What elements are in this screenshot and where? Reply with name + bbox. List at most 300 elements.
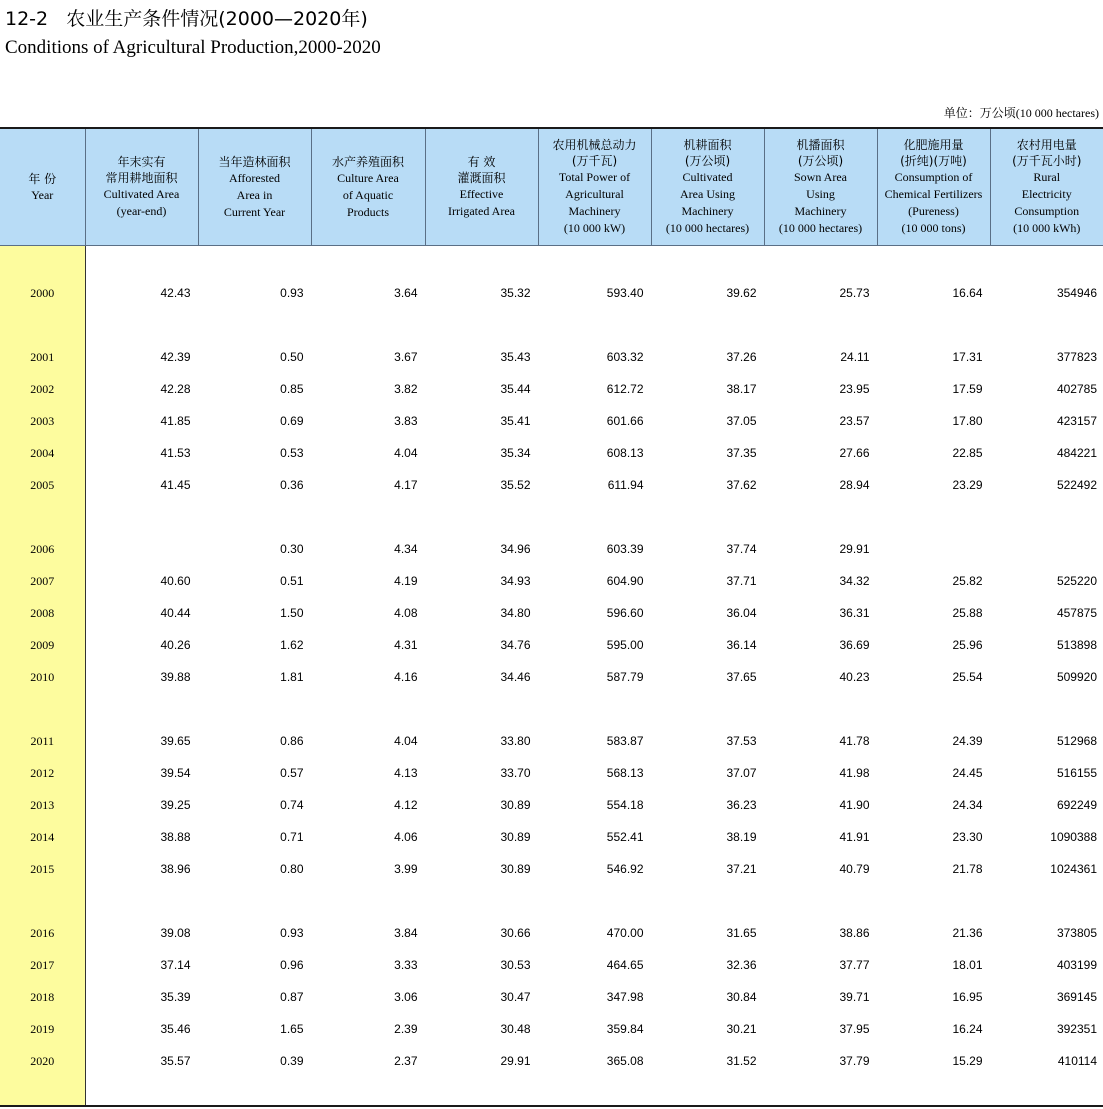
value-cell: 35.57 <box>160 1054 191 1068</box>
value-cell: 36.14 <box>726 638 757 652</box>
value-cell: 41.53 <box>160 446 191 460</box>
column-header-en: Machinery <box>568 204 621 218</box>
table-row <box>0 1013 1103 1045</box>
column-header-cn: (折纯)(万吨) <box>900 154 967 168</box>
value-cell: 1090388 <box>1050 830 1097 844</box>
spacer-cell <box>877 1077 990 1106</box>
value-cell: 509920 <box>1056 670 1097 684</box>
column-header-en: Cultivated Area <box>103 187 180 201</box>
value-cell: 30.53 <box>500 958 531 972</box>
column-header-en: (year-end) <box>116 204 167 218</box>
value-cell: 470.00 <box>606 926 644 940</box>
spacer-cell <box>538 885 651 917</box>
table-body <box>0 246 1103 1107</box>
table-row <box>0 437 1103 469</box>
year-cell: 2006 <box>0 533 85 565</box>
column-header-cn: 灌溉面积 <box>457 171 506 185</box>
value-cell: 35.34 <box>500 446 531 460</box>
value-cell: 29.91 <box>500 1054 531 1068</box>
spacer-cell <box>198 885 311 917</box>
value-cell: 0.85 <box>280 382 304 396</box>
value-cell: 37.21 <box>726 862 757 876</box>
value-cell: 593.40 <box>606 286 644 300</box>
spacer-cell <box>0 309 85 341</box>
spacer-cell <box>198 501 311 533</box>
column-header-en: (10 000 tons) <box>901 221 966 235</box>
value-cell: 516155 <box>1056 766 1097 780</box>
column-header-en: Cultivated <box>682 170 733 184</box>
column-header-cn: 水产养殖面积 <box>331 154 404 169</box>
year-cell: 2014 <box>0 821 85 853</box>
value-cell: 0.39 <box>280 1054 304 1068</box>
value-cell: 40.60 <box>160 574 191 588</box>
value-cell: 603.32 <box>606 350 644 364</box>
value-cell: 3.33 <box>394 958 418 972</box>
value-cell: 4.12 <box>394 798 418 812</box>
spacer-cell <box>990 885 1103 917</box>
spacer-cell <box>538 693 651 725</box>
spacer-cell <box>877 501 990 533</box>
value-cell: 42.39 <box>160 350 191 364</box>
value-cell: 41.85 <box>160 414 191 428</box>
value-cell: 23.29 <box>952 478 983 492</box>
value-cell: 612.72 <box>606 382 644 396</box>
value-cell: 36.31 <box>839 606 870 620</box>
year-cell: 2018 <box>0 981 85 1013</box>
table-bottom-rule <box>0 1105 1103 1107</box>
value-cell: 0.93 <box>280 926 304 940</box>
value-cell: 410114 <box>1057 1054 1097 1068</box>
spacer-cell <box>311 1077 425 1106</box>
value-cell: 41.98 <box>839 766 870 780</box>
value-cell: 30.66 <box>500 926 531 940</box>
spacer-cell <box>85 693 198 725</box>
column-header-en: Effective <box>459 187 504 201</box>
page-title-en: Conditions of Agricultural Production,2000-2020 <box>5 37 381 58</box>
value-cell: 373805 <box>1056 926 1097 940</box>
column-header-en: Current Year <box>223 204 286 219</box>
value-cell: 37.77 <box>839 958 870 972</box>
spacer-cell <box>198 1077 311 1106</box>
spacer-cell <box>311 501 425 533</box>
column-header-en: Using <box>806 187 835 201</box>
data-table <box>0 127 1103 1106</box>
column-header-7 <box>764 128 877 246</box>
spacer-cell <box>425 246 538 278</box>
spacer-cell <box>877 693 990 725</box>
column-header-cn: (万千瓦小时) <box>1012 154 1082 168</box>
value-cell: 41.78 <box>839 734 870 748</box>
spacer-cell <box>425 501 538 533</box>
value-cell: 604.90 <box>606 574 644 588</box>
spacer-cell <box>311 885 425 917</box>
column-header-en: (10 000 hectares) <box>778 221 863 235</box>
value-cell: 40.44 <box>160 606 191 620</box>
column-header-cn: 有 效 <box>467 155 496 169</box>
value-cell: 587.79 <box>606 670 644 684</box>
value-cell: 30.47 <box>500 990 531 1004</box>
value-cell: 39.08 <box>160 926 191 940</box>
spacer-row <box>0 885 1103 917</box>
column-header-en: Products <box>347 204 389 219</box>
spacer-cell <box>877 885 990 917</box>
spacer-row <box>0 309 1103 341</box>
column-header-8 <box>877 128 990 246</box>
year-cell: 2000 <box>0 277 85 309</box>
value-cell: 692249 <box>1056 798 1097 812</box>
value-cell: 365.08 <box>606 1054 644 1068</box>
value-cell: 4.34 <box>394 542 418 556</box>
spacer-cell <box>877 309 990 341</box>
value-cell: 568.13 <box>606 766 644 780</box>
spacer-cell <box>425 1077 538 1106</box>
value-cell: 3.64 <box>394 286 418 300</box>
value-cell: 36.04 <box>726 606 757 620</box>
value-cell: 354946 <box>1056 286 1097 300</box>
table-row <box>0 533 1103 565</box>
column-header-en: Agricultural <box>565 187 624 201</box>
value-cell <box>990 533 1103 565</box>
value-cell: 30.89 <box>500 830 531 844</box>
value-cell: 0.93 <box>280 286 304 300</box>
value-cell: 25.96 <box>952 638 983 652</box>
value-cell: 31.65 <box>726 926 757 940</box>
value-cell: 35.46 <box>160 1022 191 1036</box>
value-cell: 37.95 <box>839 1022 870 1036</box>
column-header-en: Afforested <box>228 170 281 185</box>
value-cell: 34.76 <box>500 638 531 652</box>
table-row <box>0 469 1103 501</box>
value-cell: 583.87 <box>606 734 644 748</box>
spacer-cell <box>990 501 1103 533</box>
value-cell: 40.26 <box>160 638 191 652</box>
value-cell: 4.13 <box>394 766 418 780</box>
value-cell: 3.99 <box>394 862 418 876</box>
value-cell: 15.29 <box>952 1054 983 1068</box>
value-cell: 37.35 <box>726 446 757 460</box>
column-header-en: Area in <box>236 187 273 202</box>
year-cell: 2007 <box>0 565 85 597</box>
spacer-cell <box>425 885 538 917</box>
spacer-cell <box>990 246 1103 278</box>
value-cell: 38.17 <box>726 382 757 396</box>
value-cell: 30.89 <box>500 798 531 812</box>
value-cell: 35.52 <box>500 478 531 492</box>
spacer-cell <box>425 693 538 725</box>
value-cell: 28.94 <box>839 478 870 492</box>
value-cell: 2.37 <box>394 1054 418 1068</box>
value-cell: 37.79 <box>839 1054 870 1068</box>
value-cell: 359.84 <box>606 1022 644 1036</box>
spacer-cell <box>311 693 425 725</box>
value-cell: 37.62 <box>726 478 757 492</box>
column-header-cn: 机播面积 <box>796 138 845 152</box>
column-header-en: Sown Area <box>794 170 847 184</box>
value-cell: 35.41 <box>500 414 531 428</box>
value-cell: 16.24 <box>952 1022 983 1036</box>
value-cell: 30.89 <box>500 862 531 876</box>
spacer-cell <box>85 501 198 533</box>
value-cell: 546.92 <box>606 862 644 876</box>
column-header-cn: (万千瓦) <box>571 154 618 168</box>
spacer-row <box>0 246 1103 278</box>
value-cell: 38.88 <box>160 830 191 844</box>
value-cell: 1.81 <box>280 670 304 684</box>
value-cell: 0.86 <box>280 734 304 748</box>
value-cell: 21.78 <box>952 862 983 876</box>
column-header-0 <box>0 128 85 246</box>
value-cell: 0.87 <box>280 990 304 1004</box>
value-cell: 23.95 <box>839 382 870 396</box>
value-cell: 1.62 <box>280 638 304 652</box>
value-cell: 464.65 <box>606 958 644 972</box>
value-cell: 33.70 <box>500 766 531 780</box>
column-header-en: Consumption <box>1014 204 1080 218</box>
value-cell: 595.00 <box>606 638 644 652</box>
value-cell: 37.65 <box>726 670 757 684</box>
value-cell: 17.80 <box>952 414 983 428</box>
value-cell: 36.69 <box>839 638 870 652</box>
value-cell: 554.18 <box>606 798 644 812</box>
spacer-cell <box>764 501 877 533</box>
column-header-en: Year <box>31 187 54 202</box>
value-cell: 3.84 <box>394 926 418 940</box>
value-cell: 33.80 <box>500 734 531 748</box>
value-cell: 30.48 <box>500 1022 531 1036</box>
spacer-cell <box>990 1077 1103 1106</box>
value-cell: 40.23 <box>839 670 870 684</box>
column-header-en: (10 000 kW) <box>563 221 626 235</box>
value-cell: 3.06 <box>394 990 418 1004</box>
value-cell: 512968 <box>1056 734 1097 748</box>
value-cell: 0.30 <box>280 542 304 556</box>
value-cell: 30.21 <box>726 1022 757 1036</box>
value-cell: 4.08 <box>394 606 418 620</box>
year-cell: 2002 <box>0 373 85 405</box>
year-cell: 2011 <box>0 725 85 757</box>
spacer-cell <box>651 693 764 725</box>
spacer-cell <box>85 885 198 917</box>
value-cell: 0.57 <box>280 766 304 780</box>
column-header-en: Rural <box>1033 170 1061 184</box>
value-cell: 423157 <box>1056 414 1097 428</box>
column-header-en: (10 000 kWh) <box>1013 221 1081 235</box>
unit-label <box>944 104 1099 121</box>
column-header-3 <box>311 128 425 246</box>
table-row <box>0 725 1103 757</box>
column-header-cn: 当年造林面积 <box>218 154 291 169</box>
year-cell: 2016 <box>0 917 85 949</box>
value-cell: 39.62 <box>726 286 757 300</box>
spacer-cell <box>538 1077 651 1106</box>
value-cell: 3.67 <box>394 350 418 364</box>
year-cell: 2003 <box>0 405 85 437</box>
value-cell: 525220 <box>1056 574 1097 588</box>
table-row <box>0 949 1103 981</box>
column-header-1 <box>85 128 198 246</box>
value-cell: 25.73 <box>839 286 870 300</box>
value-cell: 1024361 <box>1050 862 1097 876</box>
table-row <box>0 341 1103 373</box>
column-header-en: Machinery <box>681 204 734 218</box>
year-cell: 2010 <box>0 661 85 693</box>
value-cell: 596.60 <box>606 606 644 620</box>
value-cell: 34.96 <box>500 542 531 556</box>
value-cell: 41.91 <box>839 830 870 844</box>
value-cell: 522492 <box>1056 478 1097 492</box>
spacer-cell <box>764 885 877 917</box>
spacer-cell <box>651 885 764 917</box>
value-cell: 0.74 <box>280 798 304 812</box>
unit-label-en: (10 000 hectares) <box>1015 106 1099 120</box>
spacer-cell <box>764 246 877 278</box>
value-cell: 25.82 <box>952 574 983 588</box>
table-row <box>0 373 1103 405</box>
year-cell: 2005 <box>0 469 85 501</box>
value-cell: 39.54 <box>160 766 191 780</box>
value-cell: 38.96 <box>160 862 191 876</box>
value-cell: 39.88 <box>160 670 191 684</box>
value-cell: 35.39 <box>160 990 191 1004</box>
value-cell: 2.39 <box>394 1022 418 1036</box>
column-header-cn: (万公顷) <box>797 154 844 168</box>
table-row <box>0 853 1103 885</box>
year-cell: 2019 <box>0 1013 85 1045</box>
value-cell: 24.11 <box>840 350 870 364</box>
value-cell: 4.04 <box>394 446 418 460</box>
column-header-en: Total Power of <box>558 170 631 184</box>
unit-label-cn: 单位：万公顷 <box>943 106 1016 120</box>
value-cell: 552.41 <box>606 830 644 844</box>
value-cell: 457875 <box>1056 606 1097 620</box>
table-row <box>0 1045 1103 1077</box>
table-row <box>0 917 1103 949</box>
column-header-en: (Pureness) <box>908 204 959 218</box>
spacer-cell <box>311 246 425 278</box>
column-header-en: Consumption of <box>894 170 973 184</box>
year-cell: 2020 <box>0 1045 85 1077</box>
value-cell <box>85 533 198 565</box>
year-cell: 2001 <box>0 341 85 373</box>
spacer-cell <box>85 1077 198 1106</box>
value-cell: 34.93 <box>500 574 531 588</box>
value-cell: 16.95 <box>952 990 983 1004</box>
value-cell: 392351 <box>1056 1022 1097 1036</box>
spacer-cell <box>425 309 538 341</box>
value-cell: 25.54 <box>952 670 983 684</box>
value-cell: 37.74 <box>726 542 757 556</box>
data-table-container <box>0 127 1103 1109</box>
column-header-9 <box>990 128 1103 246</box>
value-cell: 38.86 <box>839 926 870 940</box>
year-cell: 2008 <box>0 597 85 629</box>
value-cell: 39.65 <box>160 734 191 748</box>
column-header-en: (10 000 hectares) <box>665 221 750 235</box>
spacer-row <box>0 693 1103 725</box>
year-cell: 2017 <box>0 949 85 981</box>
column-header-en: Chemical Fertilizers <box>884 187 983 201</box>
table-header <box>0 128 1103 246</box>
column-header-cn: (万公顷) <box>684 154 731 168</box>
value-cell: 37.14 <box>160 958 191 972</box>
value-cell: 611.94 <box>607 478 644 492</box>
value-cell: 22.85 <box>952 446 983 460</box>
spacer-cell <box>877 246 990 278</box>
value-cell: 24.34 <box>952 798 983 812</box>
value-cell: 1.65 <box>280 1022 304 1036</box>
column-header-cn: 农用机械总动力 <box>552 138 637 152</box>
value-cell: 42.43 <box>160 286 191 300</box>
value-cell: 35.32 <box>500 286 531 300</box>
value-cell: 484221 <box>1056 446 1097 460</box>
value-cell: 30.84 <box>726 990 757 1004</box>
value-cell: 4.17 <box>394 478 418 492</box>
value-cell: 34.46 <box>500 670 531 684</box>
spacer-row <box>0 501 1103 533</box>
value-cell: 18.01 <box>952 958 983 972</box>
value-cell: 4.19 <box>394 574 418 588</box>
table-row <box>0 821 1103 853</box>
value-cell: 4.16 <box>394 670 418 684</box>
value-cell: 37.07 <box>726 766 757 780</box>
spacer-cell <box>538 246 651 278</box>
value-cell: 0.36 <box>280 478 304 492</box>
value-cell: 608.13 <box>606 446 644 460</box>
value-cell: 403199 <box>1056 958 1097 972</box>
column-header-5 <box>538 128 651 246</box>
value-cell: 39.25 <box>160 798 191 812</box>
value-cell: 4.31 <box>394 638 418 652</box>
column-header-en: Irrigated Area <box>448 204 515 218</box>
spacer-cell <box>0 1077 85 1106</box>
value-cell: 17.31 <box>952 350 983 364</box>
table-row <box>0 629 1103 661</box>
value-cell: 41.90 <box>839 798 870 812</box>
value-cell: 16.64 <box>952 286 983 300</box>
spacer-cell <box>651 501 764 533</box>
spacer-cell <box>651 309 764 341</box>
spacer-cell <box>764 309 877 341</box>
value-cell: 0.80 <box>280 862 304 876</box>
spacer-cell <box>990 693 1103 725</box>
table-row <box>0 565 1103 597</box>
column-header-en: Machinery <box>794 204 847 218</box>
value-cell: 24.45 <box>952 766 983 780</box>
column-header-en: Electricity <box>1021 187 1072 201</box>
value-cell: 27.66 <box>839 446 870 460</box>
spacer-cell <box>0 501 85 533</box>
value-cell: 39.71 <box>839 990 870 1004</box>
table-row <box>0 661 1103 693</box>
value-cell: 603.39 <box>606 542 644 556</box>
value-cell: 41.45 <box>160 478 191 492</box>
column-header-cn: 农村用电量 <box>1016 138 1077 152</box>
value-cell: 36.23 <box>726 798 757 812</box>
column-header-en: Culture Area <box>337 170 399 185</box>
page-title-cn: 12-2 农业生产条件情况(2000—2020年) <box>5 8 368 30</box>
spacer-cell <box>651 1077 764 1106</box>
value-cell: 21.36 <box>952 926 983 940</box>
value-cell: 31.52 <box>726 1054 757 1068</box>
value-cell: 35.44 <box>500 382 531 396</box>
spacer-cell <box>198 309 311 341</box>
value-cell: 35.43 <box>500 350 531 364</box>
year-cell: 2012 <box>0 757 85 789</box>
value-cell: 29.91 <box>839 542 870 556</box>
value-cell: 34.32 <box>839 574 870 588</box>
value-cell: 369145 <box>1056 990 1097 1004</box>
value-cell: 37.05 <box>726 414 757 428</box>
